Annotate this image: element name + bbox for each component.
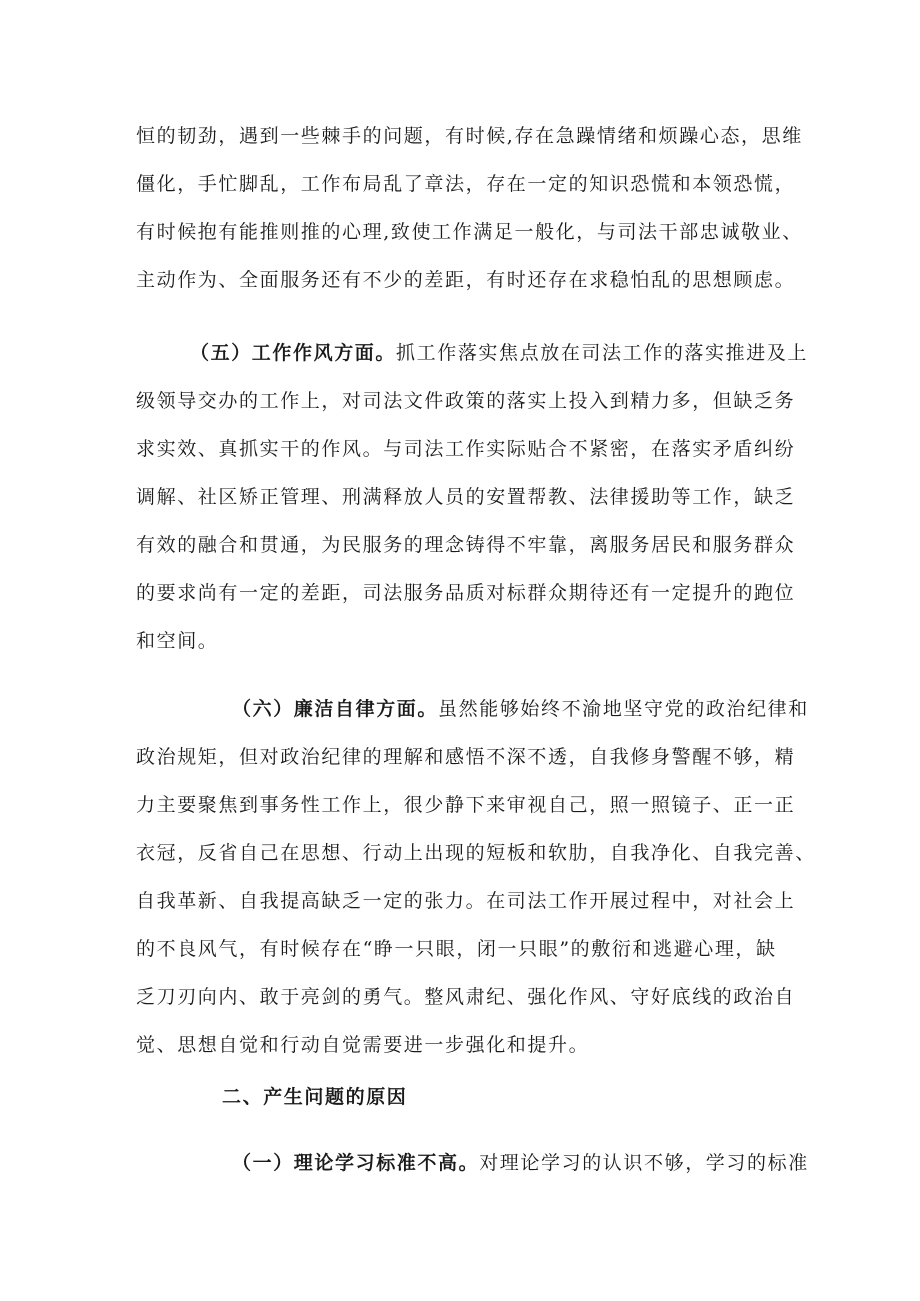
paragraph-first-line: [190, 341, 808, 365]
paragraph-line: 调解、社区矫正管理、刑满释放人员的安置帮教、法律援助等工作，缺乏: [136, 486, 796, 508]
paragraph-text: 对理论学习的认识不够，学习的标准: [479, 1152, 809, 1174]
paragraph-line: 级领导交办的工作上，对司法文件政策的落实上投入到精力多，但缺乏务: [136, 390, 796, 412]
paragraph-heading-lianjie: （六）廉洁自律方面。: [232, 698, 439, 720]
paragraph-line: 自我革新、自我提高缺乏一定的张力。在司法工作开展过程中，对社会上: [136, 890, 796, 912]
section-heading: 二、产生问题的原因: [222, 1086, 408, 1108]
paragraph-first-line: [232, 697, 809, 721]
paragraph-line: 僵化，手忙脚乱，工作布局乱了章法，存在一定的知识恐慌和本领恐慌，: [136, 173, 796, 195]
paragraph-heading-wuzuofeng: （五）工作作风方面。: [190, 342, 397, 364]
paragraph-line: 恒的韧劲，遇到一些棘手的问题，有时候,存在急躁情绪和烦躁心态，思维: [136, 125, 803, 147]
paragraph-line: 主动作为、全面服务还有不少的差距，有时还存在求稳怕乱的思想顾虑。: [136, 269, 796, 291]
paragraph-line: 有效的融合和贯通，为民服务的理念铸得不牢靠，离服务居民和服务群众: [136, 534, 796, 556]
paragraph-line: 乏刀刃向内、敢于亮剑的勇气。整风肃纪、强化作风、守好底线的政治自: [136, 986, 796, 1008]
paragraph-line: 的不良风气，有时候存在“睁一只眼，闭一只眼”的敷衍和逃避心理，缺: [136, 938, 777, 960]
paragraph-line: 力主要聚焦到事务性工作上，很少静下来审视自己，照一照镜子、正一正: [136, 794, 796, 816]
paragraph-line: 求实效、真抓实干的作风。与司法工作实际贴合不紧密，在落实矛盾纠纷: [136, 438, 796, 460]
paragraph-text: 抓工作落实焦点放在司法工作的落实推进及上: [396, 342, 809, 364]
paragraph-line: 和空间。: [136, 630, 219, 652]
paragraph-line: 政治规矩，但对政治纪律的理解和感悟不深不透，自我修身警醒不够，精: [136, 746, 796, 768]
paragraph-line: 衣冠，反省自己在思想、行动上出现的短板和软肋，自我净化、自我完善、: [136, 842, 816, 864]
paragraph-first-line: [232, 1151, 809, 1175]
paragraph-heading-lilun: （一）理论学习标准不高。: [232, 1152, 480, 1174]
paragraph-line: 觉、思想自觉和行动自觉需要进一步强化和提升。: [136, 1034, 590, 1056]
paragraph-line: 有时候抱有能推则推的心理,致使工作满足一般化，与司法干部忠诚敬业、: [136, 221, 803, 243]
paragraph-line: 的要求尚有一定的差距，司法服务品质对标群众期待还有一定提升的跑位: [136, 582, 796, 604]
paragraph-text: 虽然能够始终不渝地坚守党的政治纪律和: [438, 698, 809, 720]
